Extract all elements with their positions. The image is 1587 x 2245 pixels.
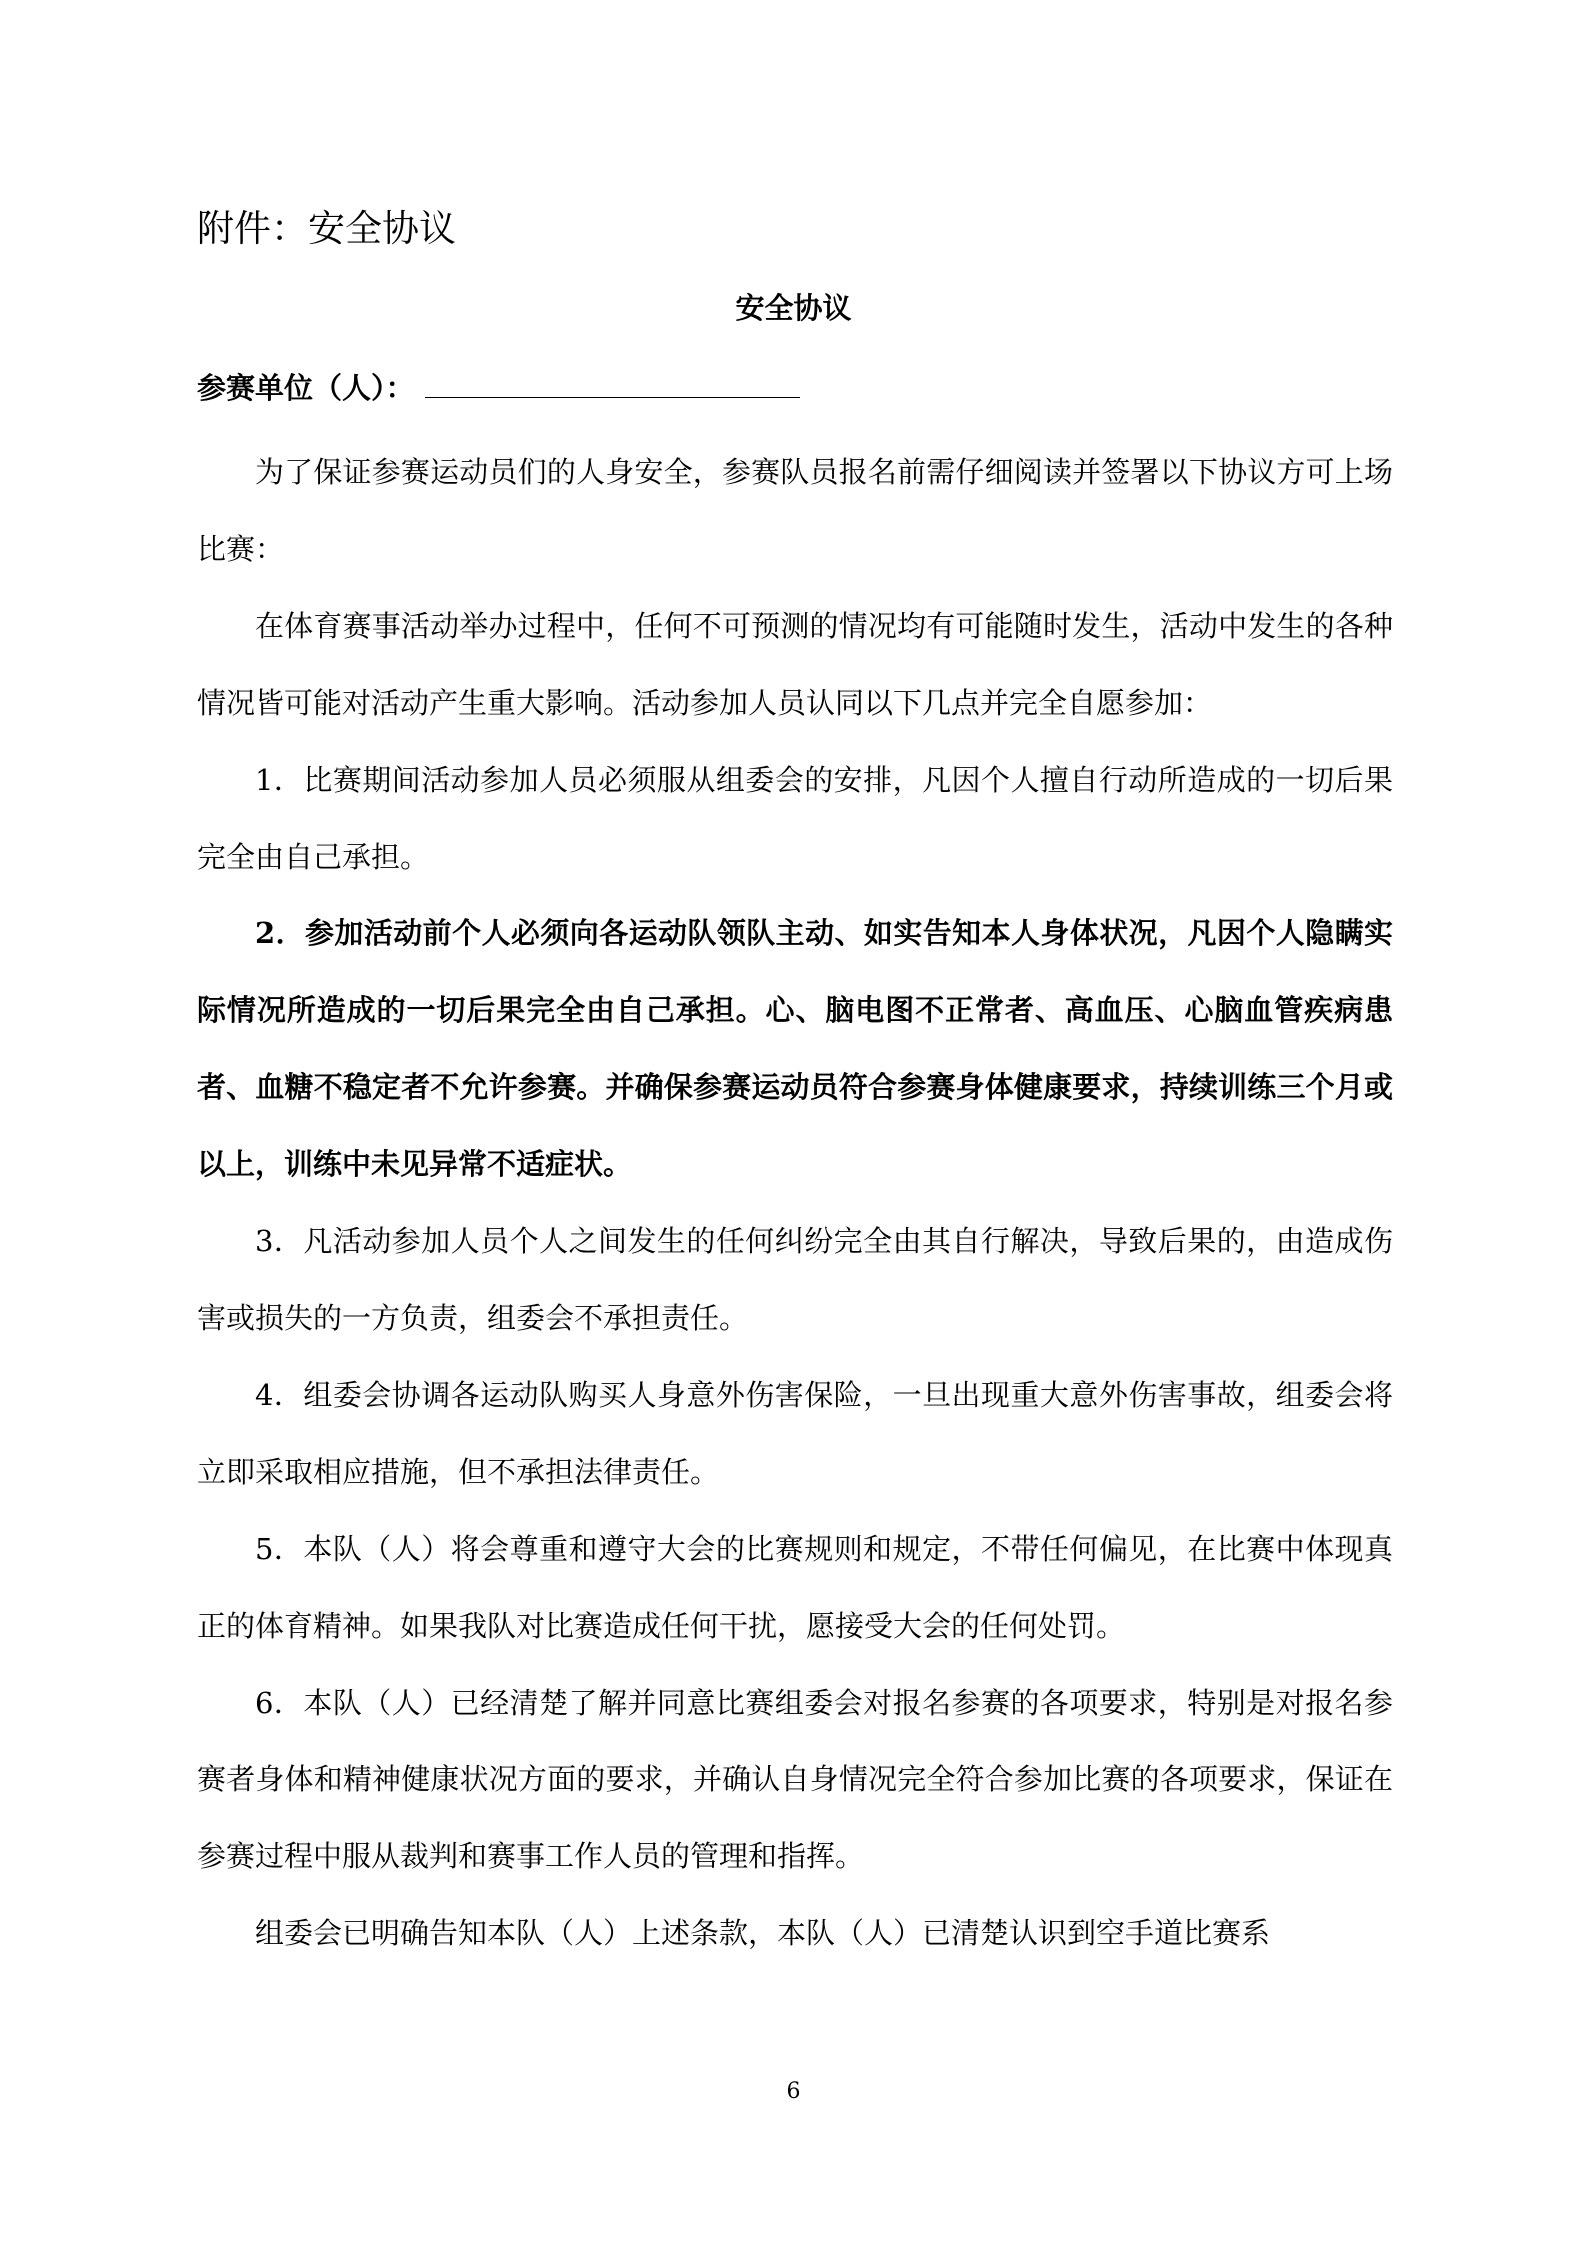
agreement-paragraph: 4．组委会协调各运动队购买人身意外伤害保险，一旦出现重大意外伤害事故，组委会将立即采取相应措施，但不承担法律责任。 xyxy=(197,1377,1393,1489)
agreement-paragraph: 5．本队（人）将会尊重和遵守大会的比赛规则和规定，不带任何偏见，在比赛中体现真正的体育精神。如果我队对比赛造成任何干扰，愿接受大会的任何处罚。 xyxy=(197,1531,1393,1643)
attachment-heading: 附件：安全协议 xyxy=(197,207,456,250)
participant-field xyxy=(197,368,800,408)
participant-label: 参赛单位（人）： xyxy=(197,371,415,405)
page-number: 6 xyxy=(786,2079,801,2104)
agreement-paragraph: 2．参加活动前个人必须向各运动队领队主动、如实告知本人身体状况，凡因个人隐瞒实际情况所造成的一切后果完全由自己承担。心、脑电图不正常者、高血压、心脑血管疾病患者、血糖不稳定者不允许参赛。并确保参赛运动员符合参赛身体健康要求，持续训练三个月或以上，训练中未见异常不适症状。 xyxy=(197,916,1393,1182)
agreement-body xyxy=(197,434,1393,1972)
document-title: 安全协议 xyxy=(735,291,852,325)
participant-blank-line xyxy=(425,369,800,398)
agreement-paragraph: 为了保证参赛运动员们的人身安全，参赛队员报名前需仔细阅读并签署以下协议方可上场比赛： xyxy=(197,455,1393,566)
agreement-paragraph: 1．比赛期间活动参加人员必须服从组委会的安排，凡因个人擅自行动所造成的一切后果完全由自己承担。 xyxy=(197,762,1393,874)
agreement-paragraph: 组委会已明确告知本队（人）上述条款，本队（人）已清楚认识到空手道比赛系 xyxy=(255,1916,1271,1951)
agreement-paragraph: 3．凡活动参加人员个人之间发生的任何纠纷完全由其自行解决，导致后果的，由造成伤害或损失的一方负责，组委会不承担责任。 xyxy=(197,1224,1393,1335)
agreement-paragraph: 6．本队（人）已经清楚了解并同意比赛组委会对报名参赛的各项要求，特别是对报名参赛者身体和精神健康状况方面的要求，并确认自身情况完全符合参加比赛的各项要求，保证在参赛过程中服从裁判和赛事工作人员的管理和指挥。 xyxy=(197,1685,1393,1874)
agreement-paragraph: 在体育赛事活动举办过程中，任何不可预测的情况均有可能随时发生，活动中发生的各种情况皆可能对活动产生重大影响。活动参加人员认同以下几点并完全自愿参加： xyxy=(197,608,1393,720)
